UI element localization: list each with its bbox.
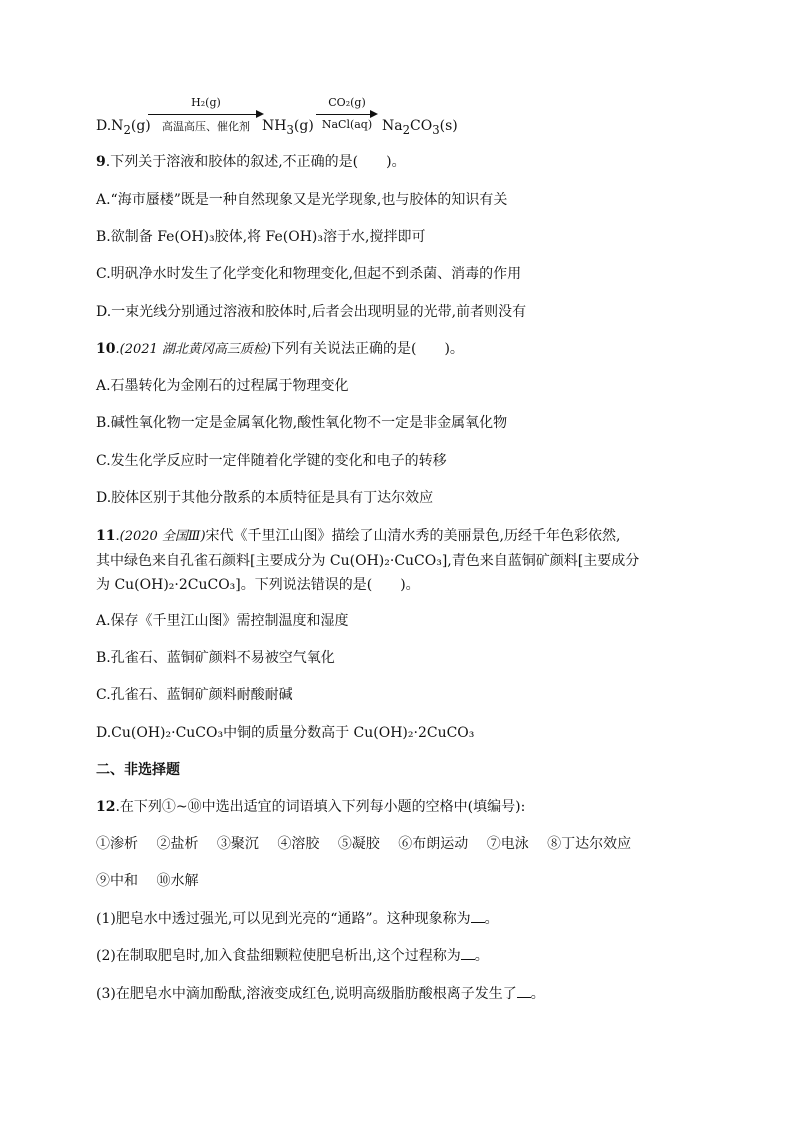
term-item: ②盐析	[156, 836, 199, 852]
arrow2-condition-below: NaCl(aq)	[321, 118, 373, 131]
term-item: ①渗析	[96, 836, 138, 852]
q10-option-c: C.发生化学反应时一定伴随着化学键的变化和电子的转移	[96, 453, 447, 469]
q11-option-b: B.孔雀石、蓝铜矿颜料不易被空气氧化	[96, 650, 335, 666]
q12-stem: 12.在下列①~⑩中选出适宜的词语填入下列每小题的空格中(填编号):	[96, 799, 526, 815]
q10-option-a: A.石墨转化为金刚石的过程属于物理变化	[96, 378, 349, 394]
reaction-arrow-2	[316, 96, 378, 136]
q10-stem: 10.(2021 湖北黄冈高三质检)下列有关说法正确的是( )。	[96, 341, 464, 357]
term-item: ⑩水解	[156, 873, 199, 889]
q12-terms-line-1	[96, 835, 631, 853]
q9-stem: 9.下列关于溶液和胶体的叙述,不正确的是( )。	[96, 154, 406, 170]
q11-stem-line-3: 为 Cu(OH)₂·2CuCO₃]。下列说法错误的是( )。	[96, 577, 420, 593]
q10-option-b: B.碱性氧化物一定是金属氧化物,酸性氧化物不一定是非金属氧化物	[96, 415, 508, 431]
q9-option-a: A.“海市蜃楼”既是一种自然现象又是光学现象,也与胶体的知识有关	[96, 192, 508, 208]
q11-option-a: A.保存《千里江山图》需控制温度和湿度	[96, 613, 349, 629]
q11-option-d: D.Cu(OH)₂·CuCO₃中铜的质量分数高于 Cu(OH)₂·2CuCO₃	[96, 725, 475, 741]
term-item: ⑦电泳	[486, 836, 529, 852]
arrow1-condition-below: 高温高压、催化剂	[162, 120, 250, 133]
q12-sub-1: (1)肥皂水中透过强光,可以见到光亮的“通路”。这种现象称为 。	[96, 911, 499, 927]
q12-sub-3: (3)在肥皂水中滴加酚酞,溶液变成红色,说明高级脂肪酸根离子发生了 。	[96, 986, 545, 1002]
q11-stem-line-2: 其中绿色来自孔雀石颜料[主要成分为 Cu(OH)₂·CuCO₃],青色来自蓝铜矿颜料[主要成分	[96, 553, 640, 569]
term-item: ⑧丁达尔效应	[547, 836, 632, 852]
q12-sub-2: (2)在制取肥皂时,加入食盐细颗粒使肥皂析出,这个过程称为 。	[96, 948, 489, 964]
term-item: ⑥布朗运动	[398, 836, 469, 852]
intermediate-nh3: $NH_3(g)$	[262, 118, 314, 137]
reaction-arrow-1	[148, 96, 264, 136]
section-title: 二、非选择题	[96, 762, 180, 778]
arrow1-condition-above: H₂(g)	[191, 96, 221, 109]
q11-option-c: C.孔雀石、蓝铜矿颜料耐酸耐碱	[96, 687, 293, 703]
answer-blank[interactable]	[461, 947, 475, 960]
term-item: ⑨中和	[96, 873, 138, 889]
term-item: ⑤凝胶	[337, 836, 380, 852]
q9-option-c: C.明矾净水时发生了化学变化和物理变化,但起不到杀菌、消毒的作用	[96, 266, 522, 282]
term-item: ③聚沉	[216, 836, 259, 852]
arrow2-condition-above: CO₂(g)	[328, 96, 366, 109]
answer-blank[interactable]	[517, 985, 531, 998]
q9-option-d: D.一束光线分别通过溶液和胶体时,后者会出现明显的光带,前者则没有	[96, 304, 527, 320]
answer-blank[interactable]	[471, 910, 485, 923]
q12-terms-line-2	[96, 872, 198, 890]
term-item: ④溶胶	[277, 836, 320, 852]
product-na2co3: $Na_2CO_3(s)$	[382, 118, 458, 137]
q11-stem-line-1: 11.(2020 全国Ⅲ)宋代《千里江山图》描绘了山清水秀的美丽景色,历经千年色彩依然,	[96, 528, 621, 544]
reactant-n2: $D.N_2(g)$	[96, 118, 151, 137]
q10-option-d: D.胶体区别于其他分散系的本质特征是具有丁达尔效应	[96, 490, 434, 506]
q9-option-b: B.欲制备 Fe(OH)₃胶体,将 Fe(OH)₃溶于水,搅拌即可	[96, 229, 426, 245]
